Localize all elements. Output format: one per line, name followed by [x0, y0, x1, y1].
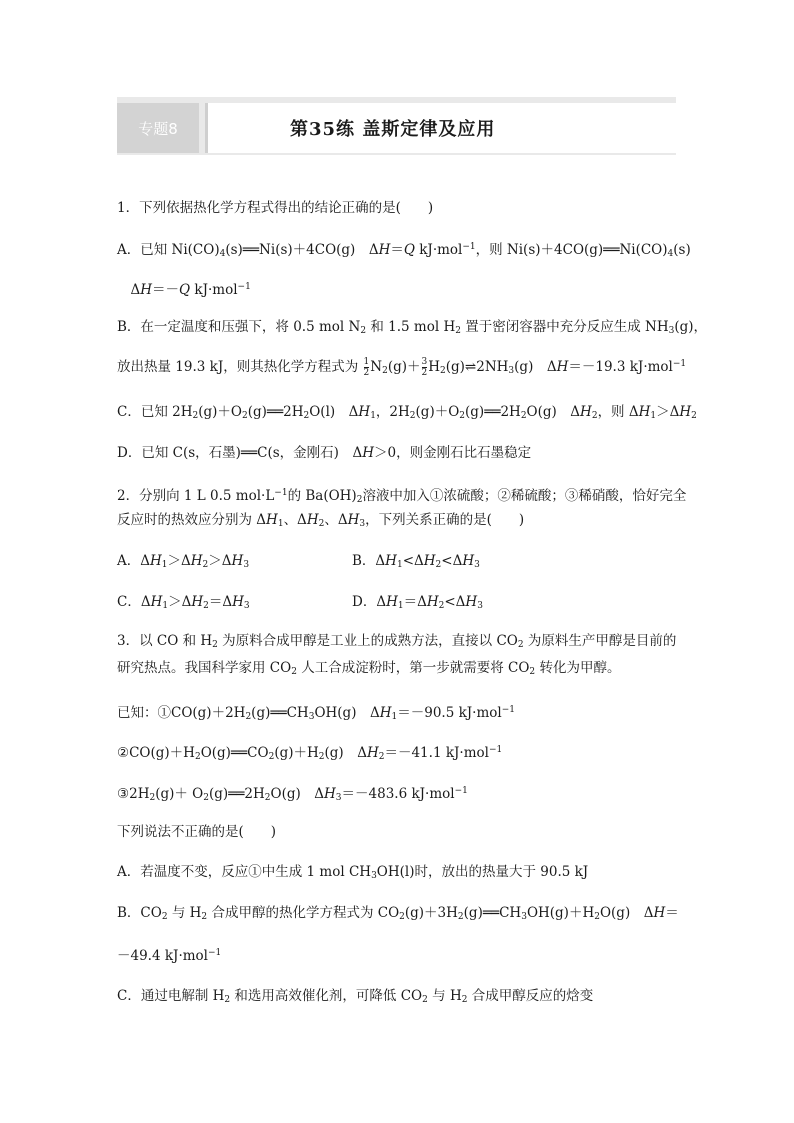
text-line-l2: A．已知 $Ni(CO)_4(s)══Ni(s)+4CO(g)$ ΔH＝Q kJ·mol$^{-1}$，则 $Ni(s)+4CO(g)══Ni(CO)_4(s)$ [117, 242, 691, 259]
text-line-l4: B．在一定温度和压强下，将 0.5 mol $N_2$ 和 1.5 mol $H_2$ 置于密闭容器中充分反应生成 $NH_3(g)$， [117, 319, 708, 336]
text-line-o2d: D．$\Delta H_1=\Delta H_2<\Delta H_3$ [352, 594, 483, 611]
title-box [205, 103, 676, 153]
text-line-o2c: C．$\Delta H_1>\Delta H_2=\Delta H_3$ [117, 594, 250, 611]
text-line-l1: 1．下列依据热化学方程式得出的结论正确的是( ) [117, 200, 434, 216]
text-line-l9: 反应时的热效应分别为 $\Delta H_1$、$\Delta H_2$、$\Delta H_3$，下列关系正确的是( ) [117, 512, 525, 529]
page-title: 第35练 盖斯定律及应用 [290, 119, 496, 140]
text-line-m5: $③2H_2(g)+$ $O_2(g)══2H_2O(g)$ $\Delta H_3=-483.6$ kJ·mol$^{-1}$ [117, 786, 468, 803]
text-line-m2: 研究热点。我国科学家用 $CO_2$ 人工合成淀粉时，第一步就需要将 $CO_2$ 转化为甲醇。 [117, 660, 621, 677]
text-line-o2b: B．$\Delta H_1<\Delta H_2<\Delta H_3$ [352, 553, 480, 570]
text-line-l7: D．已知 C(s，石墨)══C(s，金刚石) ΔH＞0，则金刚石比石墨稳定 [117, 445, 532, 461]
text-line-l8: 2．分别向 1 L 0.5 $mol\cdot L^{-1}$的 $Ba(OH)_2$溶液中加入①浓硫酸；②稀硫酸；③稀硝酸，恰好完全 [117, 488, 687, 505]
text-line-m9: －49.4 kJ·mol$^{-1}$ [117, 948, 222, 964]
text-line-m7: A．若温度不变，反应①中生成 1 mol $CH_3OH(l)$时，放出的热量大于 90.5 kJ [117, 864, 589, 881]
text-line-m1: 3．以 CO 和 $H_2$ 为原料合成甲醇是工业上的成熟方法，直接以 $CO_2$ 为原料生产甲醇是目前的 [117, 633, 677, 650]
text-line-m3: 已知：$①CO(g)+2H_2(g)══CH_3OH(g)$ $\Delta H_1=-90.5$ kJ·mol$^{-1}$ [117, 705, 515, 722]
text-line-l6: C．已知 $2H_2(g)+O_2(g)══2H_2O(l)$ $\Delta H_1$，$2H_2(g)+O_2(g)══2H_2O(g)$ $\Delta H_2$，则 $\Delta H_1>\Delta H_2$ [117, 404, 697, 421]
text-line-m10: C．通过电解制 $H_2$ 和选用高效催化剂，可降低 $CO_2$ 与 $H_2$ 合成甲醇反应的焓变 [117, 988, 594, 1005]
text-line-m8: B．$CO_2$ 与 $H_2$ 合成甲醇的热化学方程式为 $CO_2(g)+3H_2(g)══CH_3OH(g)+H_2O(g)$ ΔH＝ [117, 905, 679, 922]
text-line-l5: 放出热量 19.3 kJ，则其热化学方程式为 $\frac{1}{2}$ $N_2(g)+$ $\frac{3}{2}$ $H_2(g)\rightleftharpoons 2NH_3(g)$ ΔH＝－19.3 kJ·mol$^{-1}$ [117, 357, 687, 378]
section-tab: 专题8 [117, 103, 199, 153]
text-line-o2a: A．$\Delta H_1>\Delta H_2>\Delta H_3$ [117, 553, 250, 570]
section-header [117, 97, 676, 155]
text-line-l3: ΔH＝－Q kJ·mol$^{-1}$ [117, 282, 251, 298]
text-line-m4: $②CO(g)+H_2O(g)══CO_2(g)+H_2(g)$ $\Delta H_2=-41.1$ kJ·mol$^{-1}$ [117, 745, 503, 762]
text-line-m6: 下列说法不正确的是( ) [117, 824, 277, 840]
